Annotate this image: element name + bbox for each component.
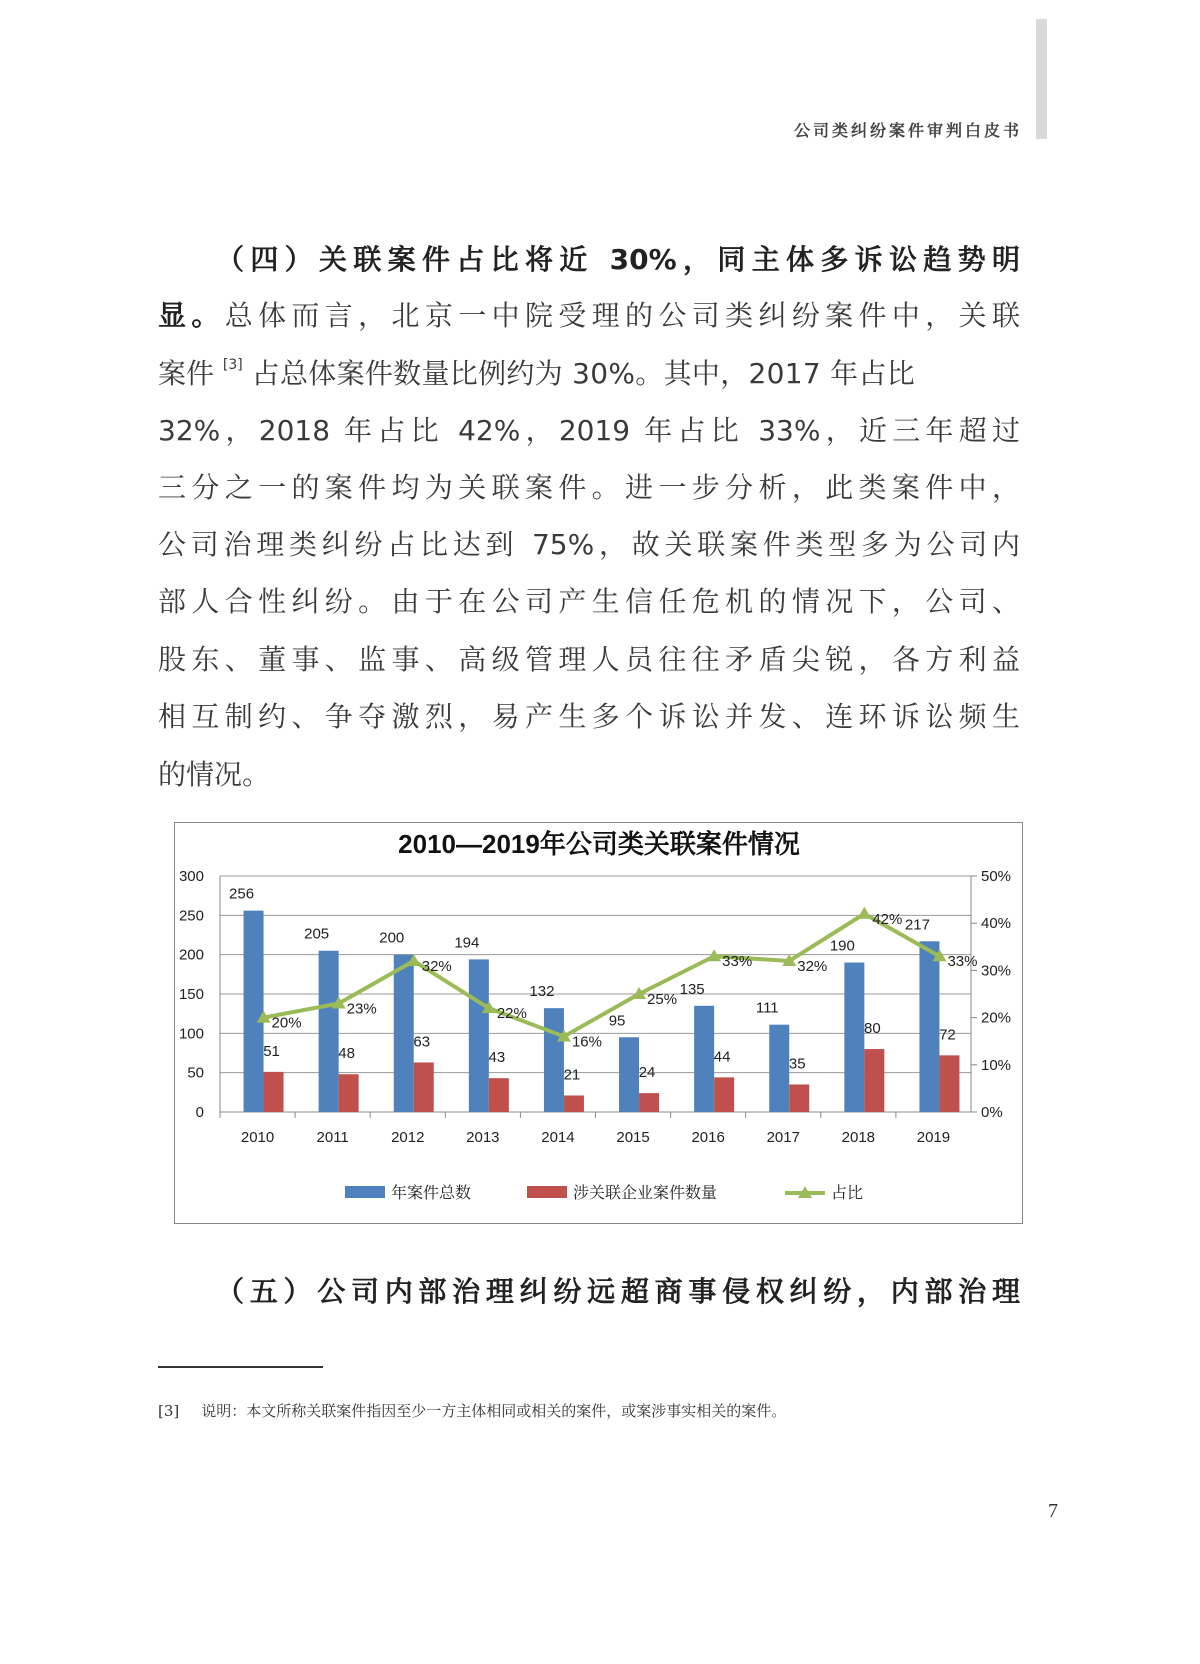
footnote-text: 说明：本文所称关联案件指因至少一方主体相同或相关的案件，或案涉事实相关的案件。	[201, 1402, 787, 1420]
data-label-total: 205	[304, 925, 330, 943]
legend-swatch-related	[527, 1186, 567, 1198]
y-tick-label: 50	[187, 1064, 204, 1082]
y-tick-label: 100	[178, 1025, 204, 1043]
x-tick-label: 2010	[240, 1129, 275, 1146]
paragraph-line: 的情况。	[158, 758, 271, 791]
legend-swatch-total	[345, 1186, 385, 1198]
text: 占总体案件数量比例约为 30%。其中，2017 年占比	[251, 357, 916, 390]
x-tick-label: 2019	[916, 1129, 951, 1146]
data-label-total: 190	[829, 937, 855, 955]
y-tick-label: 200	[178, 946, 204, 964]
data-label-ratio: 20%	[271, 1014, 302, 1032]
x-tick-label: 2011	[316, 1129, 349, 1146]
data-label-ratio: 25%	[647, 991, 678, 1008]
data-label-total: 132	[529, 983, 555, 1001]
x-tick-label: 2018	[841, 1129, 876, 1146]
y-tick-label: 0	[195, 1104, 204, 1121]
bar-related	[864, 1049, 884, 1112]
paragraph-line: 32%，2018 年占比 42%，2019 年占比 33%，近三年超过	[158, 414, 1020, 447]
y2-tick-label: 50%	[981, 868, 1012, 885]
x-tick-label: 2016	[691, 1129, 725, 1146]
bar-total	[319, 951, 339, 1112]
bar-total	[769, 1025, 789, 1112]
section4-heading: （四）关联案件占比将近 30%，同主体多诉讼趋势明	[216, 243, 1020, 276]
y2-tick-label: 10%	[981, 1056, 1012, 1074]
chart-title: 2010—2019年公司类关联案件情况	[398, 829, 800, 859]
paragraph-line	[158, 296, 1020, 336]
bar-related	[939, 1055, 959, 1112]
bar-total	[394, 955, 414, 1112]
data-label-ratio: 22%	[496, 1005, 527, 1023]
data-label-ratio: 32%	[421, 957, 452, 975]
data-label-related: 48	[338, 1045, 355, 1063]
text: 案件	[158, 357, 215, 390]
bar-related	[714, 1077, 734, 1112]
data-label-total: 194	[454, 934, 480, 952]
data-label-related: 21	[563, 1066, 581, 1084]
y2-tick-label: 0%	[981, 1104, 1003, 1121]
data-label-ratio: 32%	[797, 957, 828, 975]
paragraph-line: 公司治理类纠纷占比达到 75%，故关联案件类型多为公司内	[158, 528, 1020, 561]
data-label-related: 35	[788, 1055, 806, 1073]
data-label-total: 256	[229, 885, 255, 903]
x-tick-label: 2017	[766, 1129, 800, 1146]
paragraph-line: 相互制约、争夺激烈，易产生多个诉讼并发、连环诉讼频生	[158, 700, 1020, 733]
y2-tick-label: 20%	[981, 1009, 1012, 1027]
data-label-related: 80	[864, 1020, 881, 1038]
bar-total	[694, 1006, 714, 1112]
bar-total	[919, 941, 939, 1112]
data-label-total: 217	[904, 916, 930, 934]
bar-related	[339, 1074, 359, 1112]
heading-end: 显。	[158, 299, 225, 332]
footnote-marker: [3]	[158, 1402, 180, 1420]
legend-label: 涉关联企业案件数量	[573, 1185, 718, 1202]
x-tick-label: 2012	[391, 1129, 425, 1146]
paragraph-line: 三分之一的案件均为关联案件。进一步分析，此类案件中，	[158, 471, 1020, 504]
bar-related	[489, 1078, 509, 1112]
data-label-ratio: 23%	[346, 1000, 377, 1018]
data-label-ratio: 33%	[722, 953, 753, 971]
bar-total	[619, 1037, 639, 1112]
bar-total	[469, 959, 489, 1112]
ratio-line	[264, 914, 940, 1037]
data-label-total: 95	[608, 1012, 626, 1030]
footnote	[158, 1400, 786, 1421]
bar-related	[414, 1062, 434, 1112]
bar-related	[639, 1093, 659, 1112]
running-title: 公司类纠纷案件审判白皮书	[793, 121, 1022, 140]
data-label-ratio: 42%	[872, 910, 903, 928]
x-tick-label: 2015	[616, 1129, 650, 1146]
data-label-total: 135	[679, 980, 705, 998]
data-label-ratio: 16%	[571, 1033, 602, 1051]
ratio-marker	[857, 907, 871, 919]
text: 总体而言，北京一中院受理的公司类纠纷案件中，关联	[224, 299, 1020, 332]
y-tick-label: 250	[178, 907, 204, 925]
y2-tick-label: 40%	[981, 915, 1012, 933]
footnote-divider	[158, 1366, 323, 1368]
legend-label: 年案件总数	[391, 1185, 472, 1202]
chart	[174, 822, 1023, 1224]
data-label-related: 43	[488, 1049, 506, 1067]
bar-total	[844, 963, 864, 1112]
paragraph-line: 部人合性纠纷。由于在公司产生信任危机的情况下，公司、	[158, 585, 1020, 618]
page-number: 7	[1048, 1500, 1058, 1522]
bar-total	[544, 1008, 564, 1112]
paragraph-line: 股东、董事、监事、高级管理人员往往矛盾尖锐，各方利益	[158, 643, 1020, 676]
footnote-ref[interactable]: [3]	[222, 357, 243, 373]
data-label-related: 24	[638, 1064, 656, 1082]
bar-related	[789, 1084, 809, 1112]
bar-related	[264, 1072, 284, 1112]
data-label-ratio: 33%	[947, 953, 978, 971]
header-decor-bar	[1036, 19, 1047, 139]
y-tick-label: 150	[178, 986, 204, 1003]
bar-related	[564, 1095, 584, 1112]
legend-label: 占比	[831, 1185, 864, 1202]
data-label-related: 63	[413, 1033, 431, 1051]
data-label-related: 44	[713, 1048, 731, 1066]
bar-total	[244, 911, 264, 1112]
y2-tick-label: 30%	[981, 962, 1012, 980]
paragraph-line	[158, 354, 1020, 394]
x-tick-label: 2013	[466, 1129, 500, 1146]
chart-svg	[175, 823, 1024, 1225]
data-label-total: 200	[379, 929, 405, 947]
x-tick-label: 2014	[541, 1129, 575, 1146]
data-label-related: 72	[939, 1026, 956, 1044]
y-tick-label: 300	[178, 868, 204, 885]
data-label-total: 111	[755, 999, 779, 1017]
section5-heading: （五）公司内部治理纠纷远超商事侵权纠纷，内部治理	[216, 1275, 1020, 1308]
data-label-related: 51	[263, 1042, 280, 1060]
